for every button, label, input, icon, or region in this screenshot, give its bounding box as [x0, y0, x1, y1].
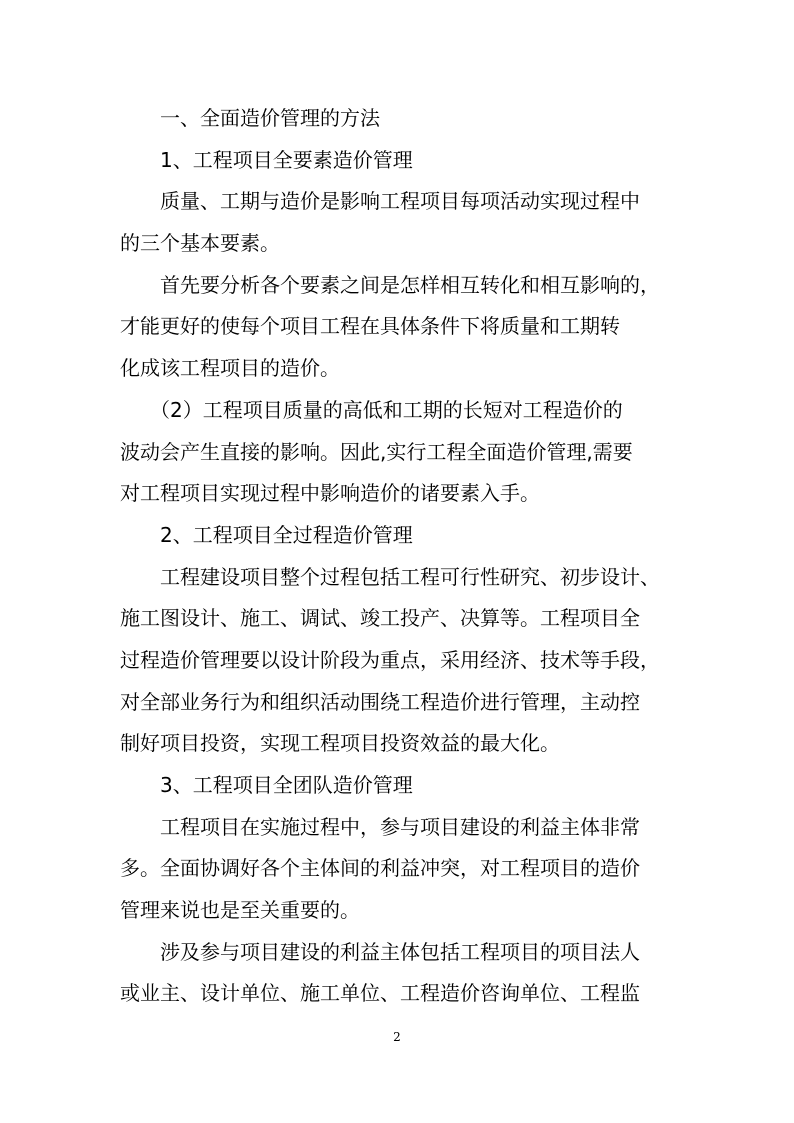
- paragraph-line: 制好项目投资，实现工程项目投资效益的最大化。: [120, 731, 560, 756]
- paragraph-line: 对工程项目实现过程中影响造价的诸要素入手。: [120, 481, 540, 506]
- paragraph-line: 工程建设项目整个过程包括工程可行性研究、初步设计、: [160, 564, 660, 589]
- paragraph-line: 首先要分析各个要素之间是怎样相互转化和相互影响的，: [160, 272, 660, 297]
- paragraph-line: 的三个基本要素。: [120, 231, 280, 256]
- subsection-heading: 3、工程项目全团队造价管理: [160, 773, 413, 797]
- paragraph-line: 管理来说也是至关重要的。: [120, 898, 360, 923]
- section-heading: 一、全面造价管理的方法: [160, 106, 380, 130]
- subsection-heading: 1、工程项目全要素造价管理: [160, 147, 413, 172]
- paragraph-line: （2）工程项目质量的高低和工期的长短对工程造价的: [150, 397, 623, 422]
- page-number: 2: [393, 1030, 401, 1044]
- paragraph-line: 过程造价管理要以设计阶段为重点，采用经济、技术等手段，: [120, 647, 660, 672]
- paragraph-line: 波动会产生直接的影响。因此,实行工程全面造价管理,需要: [120, 439, 633, 464]
- paragraph-line: 才能更好的使每个项目工程在具体条件下将质量和工期转: [120, 314, 620, 339]
- paragraph-line: 或业主、设计单位、施工单位、工程造价咨询单位、工程监: [120, 981, 640, 1006]
- paragraph-line: 质量、工期与造价是影响工程项目每项活动实现过程中: [160, 189, 640, 214]
- document-body: [120, 98, 680, 1015]
- paragraph-line: 施工图设计、施工、调试、竣工投产、决算等。工程项目全: [120, 606, 640, 631]
- paragraph-line: 工程项目在实施过程中，参与项目建设的利益主体非常: [160, 814, 640, 839]
- paragraph-line: 涉及参与项目建设的利益主体包括工程项目的项目法人: [160, 939, 640, 964]
- paragraph-line: 对全部业务行为和组织活动围绕工程造价进行管理，主动控: [120, 689, 640, 714]
- paragraph-line: 化成该工程项目的造价。: [120, 356, 340, 381]
- paragraph-line: 多。全面协调好各个主体间的利益冲突，对工程项目的造价: [120, 856, 640, 881]
- subsection-heading: 2、工程项目全过程造价管理: [160, 522, 413, 547]
